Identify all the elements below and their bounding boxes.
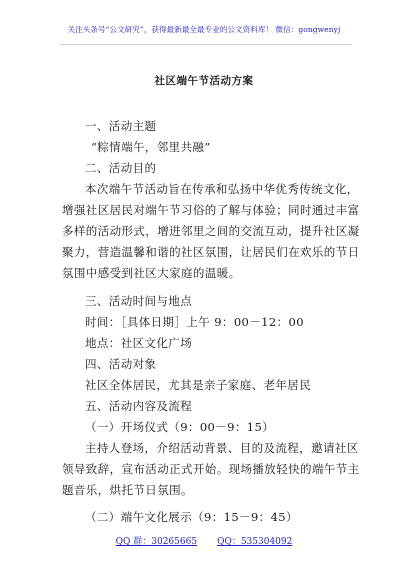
- location-text: 地点：社区文化广场: [85, 336, 193, 350]
- time-text: 时间：［具体日期］上午 9：00－12：00: [85, 315, 304, 329]
- paragraph-line: 主持人登场，介绍活动背景、目的及流程，邀请社区: [85, 441, 359, 455]
- theme-text: “粽情端午，邻里共融”: [91, 140, 211, 154]
- qq-group-link[interactable]: QQ 群：30265665: [115, 537, 198, 547]
- paragraph-line: 聚力，营造温馨和谐的社区氛围，让居民们在欢乐的节日: [62, 245, 360, 259]
- paragraph-line: 氛围中感受到社区大家庭的温暖。: [62, 266, 241, 280]
- subsection-heading-1: （一）开场仪式（9：00－9：15）: [85, 420, 275, 434]
- paragraph-line: 题音乐，烘托节日氛围。: [62, 483, 193, 497]
- paragraph-line: 本次端午节活动旨在传承和弘扬中华优秀传统文化，: [85, 182, 359, 196]
- subsection-heading-2: （二）端午文化展示（9：15－9：45）: [85, 510, 298, 524]
- paragraph-line: 增强社区居民对端午节习俗的了解与体验；同时通过丰富: [62, 203, 360, 217]
- paragraph-line: 多样的活动形式，增进邻里之间的交流互动，提升社区凝: [62, 224, 360, 238]
- paragraph-line: 领导致辞，宣布活动正式开始。现场播放轻快的端午节主: [62, 462, 360, 476]
- document-title: 社区端午节活动方案: [154, 75, 254, 87]
- qq-contact-link[interactable]: QQ：535304092: [217, 537, 293, 547]
- section-heading-2: 二、活动目的: [85, 161, 157, 175]
- section-heading-1: 一、活动主题: [85, 119, 157, 133]
- section-heading-5: 五、活动内容及流程: [85, 399, 193, 413]
- footer-contact: [0, 534, 408, 547]
- section-heading-3: 三、活动时间与地点: [85, 294, 193, 308]
- section-heading-4: 四、活动对象: [85, 357, 157, 371]
- header-banner: 关注头条号“公文研究”，获得最新最全最专业的公文资料库！ 微信：gongwenyj: [67, 25, 341, 34]
- audience-text: 社区全体居民，尤其是亲子家庭、老年居民: [85, 378, 312, 392]
